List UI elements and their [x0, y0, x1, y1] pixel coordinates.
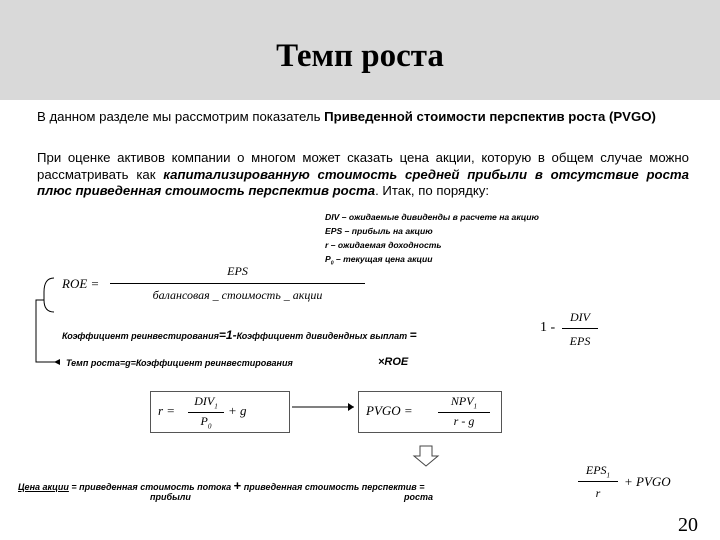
- reinvest-denominator: EPS: [569, 334, 591, 348]
- definition-item: DIV – ожидаемые дивиденды в расчете на акцию: [325, 212, 539, 222]
- intro-bold: Приведенной стоимости перспектив роста (PVGO): [324, 109, 656, 124]
- valuation-tail: . Итак, по порядку:: [375, 183, 490, 198]
- roe-fraction-line: [110, 283, 365, 284]
- reinvest-numerator: DIV: [570, 310, 590, 324]
- reinvest-fraction-line: [562, 328, 598, 329]
- definition-item: $P_0$ – текущая цена акции: [325, 254, 433, 267]
- r-numerator: $DIV_1$: [194, 394, 218, 411]
- roe-lhs: ROE =: [62, 276, 100, 291]
- valuation-text: При оценке активов компании о многом может сказать цена акции, которую в общем случае можно рассматривать как: [37, 150, 689, 182]
- definition-item: r – ожидаемая доходность: [325, 240, 442, 250]
- r-denominator: $P_0$: [200, 414, 212, 431]
- price-formula-text: Цена акции = приведенная стоимость потока + приведенная стоимость перспектив =: [18, 478, 425, 493]
- price-label: Цена акции: [18, 482, 69, 492]
- definition-item: EPS – прибыль на акцию: [325, 226, 433, 236]
- pvgo-lhs: PVGO =: [366, 403, 413, 418]
- growth-label: Темп роста=g=Коэффициент реинвестирования: [66, 358, 293, 368]
- price-subtext-1: прибыли: [150, 492, 191, 502]
- price-subtext-2: роста: [404, 492, 434, 502]
- page-number: 20: [678, 514, 698, 536]
- price-tail: + PVGO: [624, 474, 671, 489]
- r-lhs: r =: [158, 403, 176, 418]
- price-denominator: r: [595, 486, 601, 500]
- page-title: Темп роста: [276, 38, 444, 74]
- reinvest-one: 1 -: [540, 320, 556, 335]
- r-fraction-line: [188, 412, 224, 413]
- roe-denominator: балансовая _ стоимость _ акции: [152, 288, 323, 302]
- r-tail: + g: [228, 403, 247, 418]
- reinvest-label: Коэффициент реинвестирования=1-Коэффициент дивидендных выплат =: [62, 328, 417, 342]
- growth-times-roe: ×ROE: [378, 356, 409, 368]
- pvgo-numerator: $NPV_1$: [450, 394, 478, 411]
- valuation-emphasis: капитализированную стоимость средней прибыли в отсутствие роста плюс приведенная стоимость перспектив роста: [37, 166, 689, 198]
- pvgo-fraction-line: [438, 412, 490, 413]
- pvgo-denominator: r - g: [453, 414, 475, 428]
- price-numerator: $EPS_1$: [585, 463, 611, 480]
- price-fraction-line: [578, 481, 618, 482]
- roe-numerator: EPS: [227, 264, 248, 278]
- intro-text: В данном разделе мы рассмотрим показатель: [37, 109, 325, 124]
